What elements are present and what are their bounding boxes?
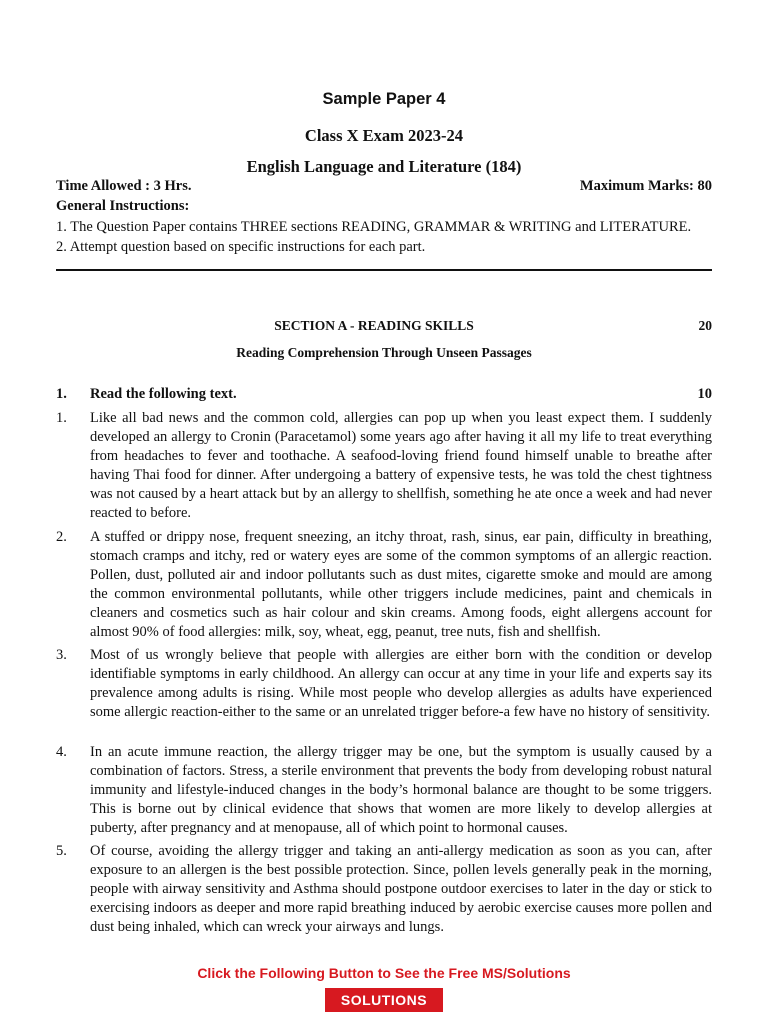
instruction-2: 2. Attempt question based on specific instructions for each part. (56, 239, 426, 255)
paragraph-number: 1. (56, 410, 67, 426)
passage-paragraph (56, 646, 712, 722)
passage-paragraph (56, 842, 712, 937)
question-marks: 10 (697, 386, 712, 402)
passage-paragraph (56, 743, 712, 838)
time-marks-row (56, 178, 712, 195)
section-marks: 20 (698, 318, 712, 333)
class-exam-heading: Class X Exam 2023-24 (304, 126, 464, 145)
instruction-1: 1. The Question Paper contains THREE sections READING, GRAMMAR & WRITING and LITERATURE. (56, 219, 692, 235)
section-subheading: Reading Comprehension Through Unseen Passages (236, 345, 532, 360)
passage-paragraph (56, 528, 712, 642)
passage-paragraph (56, 409, 712, 523)
question-number: 1. (56, 386, 67, 402)
paragraph-number: 5. (56, 843, 67, 859)
paragraph-text: Of course, avoiding the allergy trigger and taking an anti-allergy medication as soon as you can, after exposure to an allergen is the best possible protection. Since, pollen levels generally peak in the morning, people with airway sensitivity and Asthma should postpone outdoor exercises to later in the day or stick to exercising indoors as deeper and more rapid breathing induced by aerobic exercise causes more pollen and dust being inhaled, which can wreck your airways and lungs. (90, 843, 712, 935)
paragraph-text: Like all bad news and the common cold, allergies can pop up when you least expect them. I suddenly developed an allergy to Cronin (Paracetamol) some years ago after having it all my life to treat everything from headaches to fever and toothache. A seafood-loving friend found himself unable to breathe after having Thai food for dinner. After undergoing a battery of expensive tests, he was told the chest tightness was not caused by a heart attack but by an allergy to shellfish, something he ate once a week and had never reacted to before. (90, 410, 712, 521)
subject-heading: English Language and Literature (184) (246, 157, 522, 176)
solutions-button[interactable]: SOLUTIONS (325, 988, 443, 1012)
paragraph-text: Most of us wrongly believe that people with allergies are either born with the condition or develop identifiable symptoms in early childhood. An allergy can occur at any time in your life and experts say its prevalence among adults is rising. While most people who develop allergies as adults have experienced some allergic reaction-either to the same or an unrelated trigger before-a few have no history of sensitivity. (90, 647, 712, 720)
section-title: SECTION A - READING SKILLS (274, 318, 474, 333)
paragraph-number: 3. (56, 647, 67, 663)
maximum-marks: Maximum Marks: 80 (579, 178, 712, 194)
question-text: Read the following text. (90, 386, 237, 402)
paragraph-number: 2. (56, 529, 67, 545)
paragraph-number: 4. (56, 744, 67, 760)
paragraph-text: In an acute immune reaction, the allergy trigger may be one, but the symptom is usually caused by a combination of factors. Stress, a sterile environment that prevents the body from developing robust natural immunity and lifestyle-induced changes in the body’s hormonal balance are thought to be some triggers. This is borne out by clinical evidence that shows that women are more likely to develop allergies at puberty, after pregnancy and at menopause, all of which point to hormonal causes. (90, 744, 712, 836)
divider (56, 269, 712, 271)
paragraph-text: A stuffed or drippy nose, frequent sneezing, an itchy throat, rash, sinus, ear pain, difficulty in breathing, stomach cramps and itchy, red or watery eyes are some of the common symptoms of an allergic reaction. Pollen, dust, polluted air and indoor pollutants such as dust mites, cigarette smoke and mould are among the common environmental pollutants, while other triggers include medicines, paint and chemicals in cleaners and cosmetics such as hair colour and skin creams. Among foods, eight allergens account for almost 90% of food allergies: milk, soy, wheat, egg, peanut, tree nuts, fish and shellfish. (90, 529, 712, 640)
general-instructions-label: General Instructions: (56, 198, 190, 214)
solutions-cta-text: Click the Following Button to See the Free MS/Solutions (197, 965, 571, 981)
time-allowed: Time Allowed : 3 Hrs. (56, 178, 192, 194)
paper-title: Sample Paper 4 (322, 90, 446, 108)
